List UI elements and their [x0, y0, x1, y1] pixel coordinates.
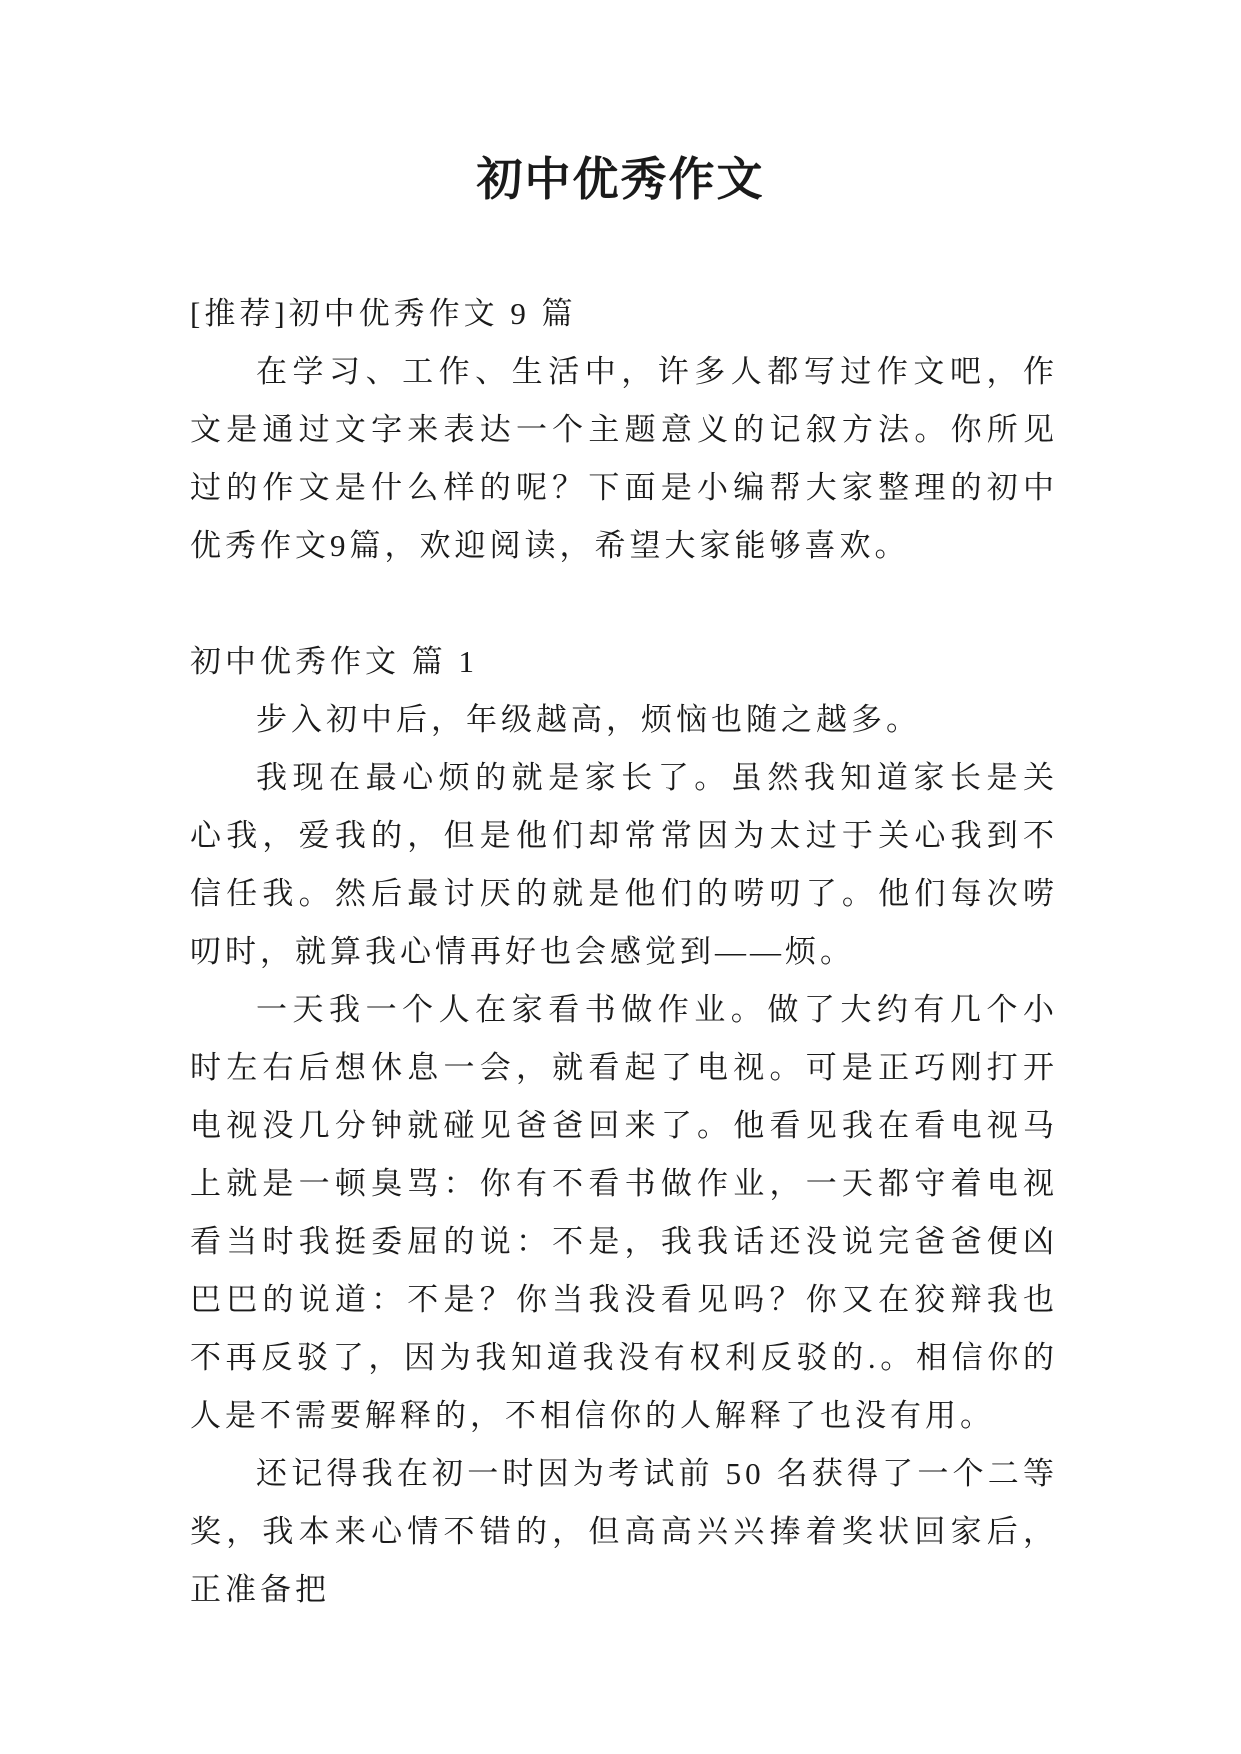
collection-heading: [推荐]初中优秀作文 9 篇	[190, 296, 577, 331]
body-paragraph: 还记得我在初一时因为考试前 50 名获得了一个二等奖，我本来心情不错的，但高高兴兴捧着奖状回家后，正准备把	[190, 1456, 1058, 1607]
intro-paragraph: 在学习、工作、生活中，许多人都写过作文吧，作文是通过文字来表达一个主题意义的记叙方法。你所见过的作文是什么样的呢？下面是小编帮大家整理的初中优秀作文9篇，欢迎阅读，希望大家能够喜欢。	[190, 354, 1058, 563]
body-paragraph: 步入初中后，年级越高，烦恼也随之越多。	[256, 702, 921, 737]
document-body	[190, 285, 1058, 1619]
body-paragraph: 一天我一个人在家看书做作业。做了大约有几个小时左右后想休息一会，就看起了电视。可是正巧刚打开电视没几分钟就碰见爸爸回来了。他看见我在看电视马上就是一顿臭骂：你有不看书做作业，一天都守着电视看当时我挺委屈的说：不是，我我话还没说完爸爸便凶巴巴的说道：不是？你当我没看见吗？你又在狡辩我也不再反驳了，因为我知道我没有权利反驳的.。相信你的人是不需要解释的，不相信你的人解释了也没有用。	[190, 992, 1058, 1433]
section-title: 初中优秀作文 篇 1	[190, 644, 478, 679]
body-paragraph: 我现在最心烦的就是家长了。虽然我知道家长是关心我，爱我的，但是他们却常常因为太过于关心我到不信任我。然后最讨厌的就是他们的唠叨了。他们每次唠叨时，就算我心情再好也会感觉到——烦。	[190, 760, 1058, 969]
document-title: 初中优秀作文	[476, 154, 765, 205]
